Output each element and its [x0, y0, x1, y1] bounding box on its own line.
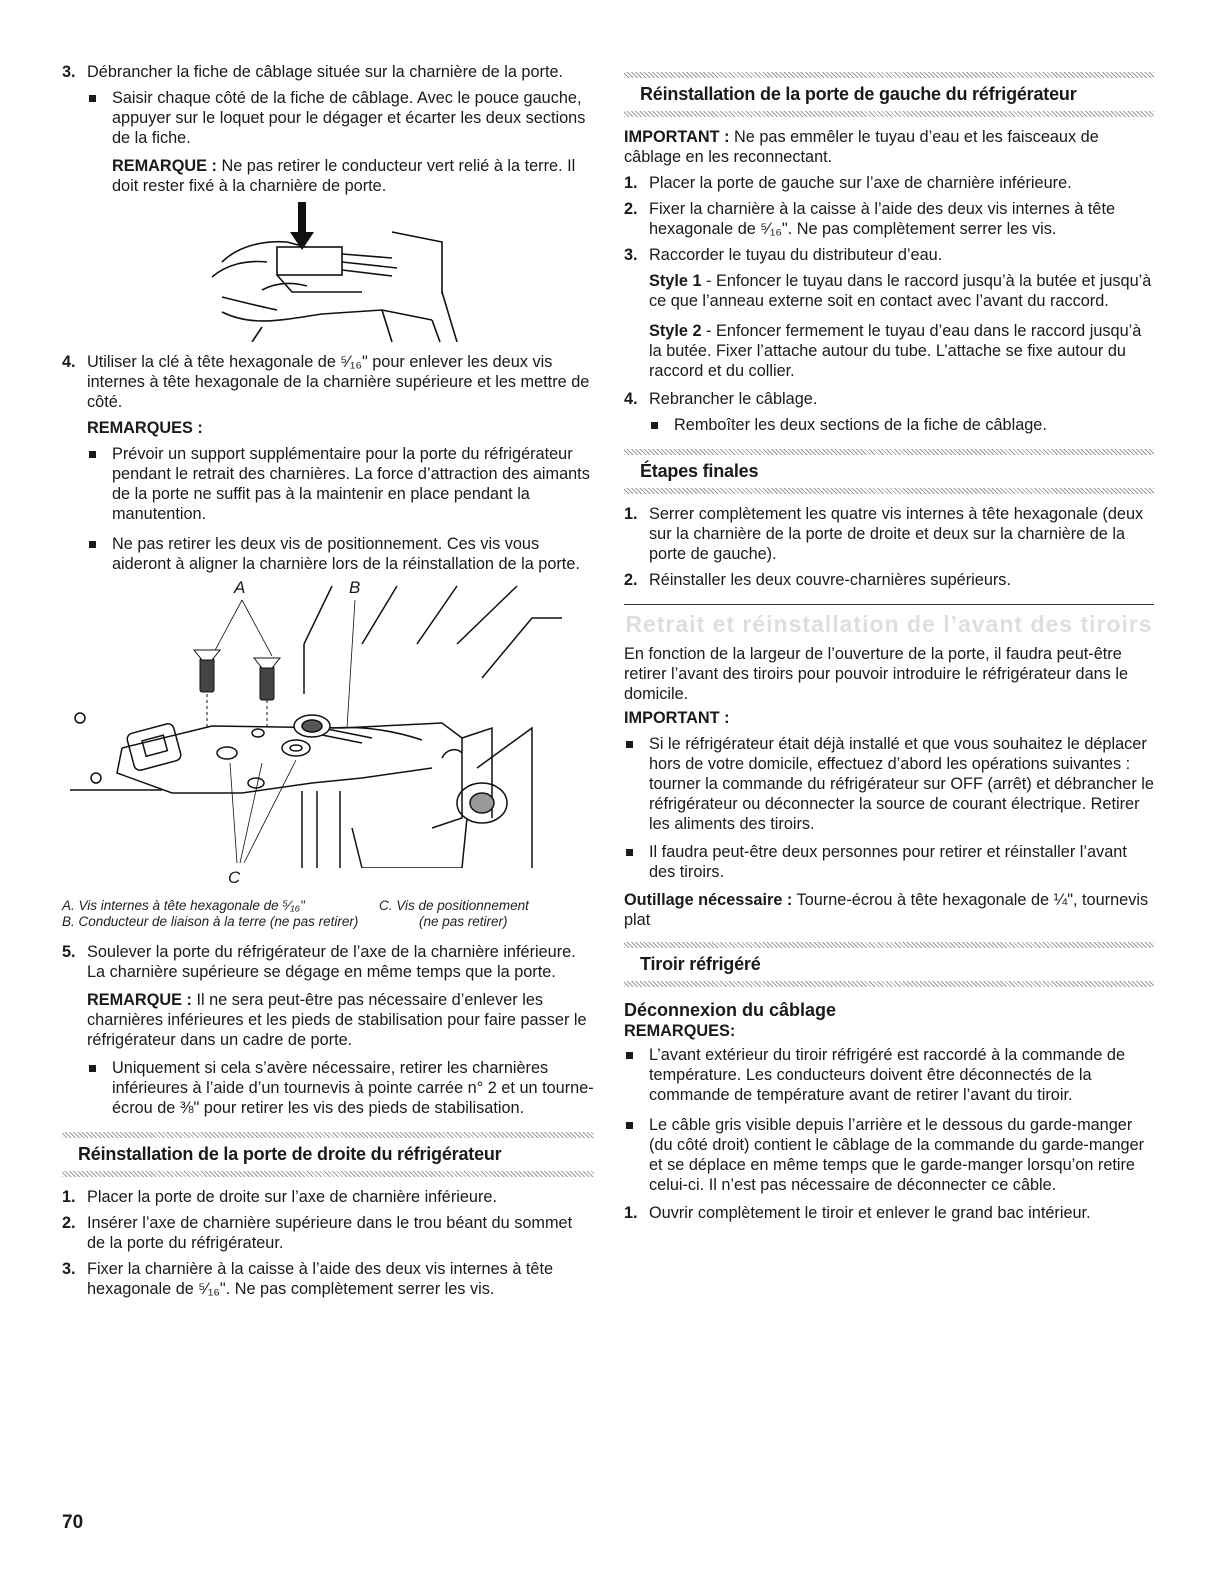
- important-note: IMPORTANT : Ne pas emmêler le tuyau d’eau et les faisceaux de câblage en les reconnectant.: [624, 128, 1099, 166]
- step-3: 3. Débrancher la fiche de câblage située sur la charnière de la porte.: [62, 63, 564, 81]
- section-heading: Étapes finales: [640, 461, 759, 481]
- caption-a: A. Vis internes à tête hexagonale de ⁵⁄₁₆": [62, 898, 305, 913]
- subsection-heading: Déconnexion du câblage: [624, 1000, 837, 1020]
- label-c: C: [228, 868, 241, 887]
- step-3: 3. Raccorder le tuyau du distributeur d’eau.: [624, 246, 943, 264]
- step-2: 2. Insérer l’axe de charnière supérieure dans le trou béant du sommet de la porte du réfrigérateur.: [62, 1214, 573, 1252]
- bullet: Uniquement si cela s’avère nécessaire, retirer les charnières inférieures à l’aide d’un tournevis à pointe carrée n° 2 et un tourne-écrou de ⅜" pour retirer les vis des pieds de stabilisation.: [87, 1058, 594, 1118]
- step-3: 3. Fixer la charnière à la caisse à l’aide des deux vis internes à tête hexagonale de ⁵⁄₁₆". Ne pas complètement serrer les vis.: [62, 1260, 554, 1298]
- style-1: Style 1 - Enfoncer le tuyau dans le raccord jusqu’à la butée et jusqu’à ce que l’anneau externe soit en contact avec l’avant du raccord.: [649, 272, 1152, 310]
- section-heading: Réinstallation de la porte de droite du réfrigérateur: [78, 1144, 502, 1164]
- caption-b: B. Conducteur de liaison à la terre (ne pas retirer): [62, 914, 359, 929]
- bullet: Prévoir un support supplémentaire pour la porte du réfrigérateur pendant le retrait des charnières. La force d’attraction des aimants de la porte ne suffit pas à la maintenir en place pendant la manutention.: [87, 444, 594, 524]
- intro-text: En fonction de la largeur de l’ouverture de la porte, il faudra peut-être retirer l’avant des tiroirs pour pouvoir introduire le réfrigérateur dans le domicile.: [624, 645, 1129, 703]
- wiring-plug-illustration: [62, 202, 594, 342]
- right-column: [624, 72, 1154, 1223]
- style-2: Style 2 - Enfoncer fermement le tuyau d’eau dans le raccord jusqu’à la butée. Fixer l’attache autour du tube. L’attache se fixe autour du raccord et du collier.: [649, 322, 1142, 380]
- step-2: 2. Fixer la charnière à la caisse à l’aide des deux vis internes à tête hexagonale de ⁵⁄₁₆". Ne pas complètement serrer les vis.: [624, 200, 1116, 238]
- step-1: 1. Ouvrir complètement le tiroir et enlever le grand bac intérieur.: [624, 1204, 1091, 1222]
- note: REMARQUE : Il ne sera peut-être pas nécessaire d’enlever les charnières inférieures et les pieds de stabilisation pour faire passer le réfrigérateur dans un cadre de porte.: [87, 991, 587, 1049]
- important-heading: IMPORTANT :: [624, 709, 730, 727]
- step-4: 4. Rebrancher le câblage.: [624, 390, 818, 408]
- left-column: [62, 62, 594, 1299]
- step-5: 5. Soulever la porte du réfrigérateur de l’axe de la charnière inférieure. La charnière supérieure se dégage en même temps que la porte.: [62, 943, 576, 981]
- step-1: 1. Placer la porte de gauche sur l’axe de charnière inférieure.: [624, 174, 1072, 192]
- note: REMARQUE : Ne pas retirer le conducteur vert relié à la terre. Il doit rester fixé à la charnière de porte.: [112, 157, 576, 195]
- bullet: Il faudra peut-être deux personnes pour retirer et réinstaller l’avant des tiroirs.: [624, 842, 1154, 882]
- step-1: 1. Serrer complètement les quatre vis internes à tête hexagonale (deux sur la charnière de la porte de droite et deux sur la charnière de la porte de gauche).: [624, 505, 1144, 563]
- label-a: A: [234, 578, 246, 597]
- step-1: 1. Placer la porte de droite sur l’axe de charnière inférieure.: [62, 1188, 497, 1206]
- step-4: 4. Utiliser la clé à tête hexagonale de ⁵⁄₁₆" pour enlever les deux vis internes à tête hexagonale de la charnière supérieure et les mettre de côté.: [62, 353, 590, 411]
- tools-needed: Outillage nécessaire : Tourne-écrou à tête hexagonale de ¼", tournevis plat: [624, 891, 1149, 929]
- caption-c: C. Vis de positionnement: [379, 898, 529, 913]
- section-heading: Réinstallation de la porte de gauche du réfrigérateur: [640, 84, 1077, 104]
- bullet: Saisir chaque côté de la fiche de câblage. Avec le pouce gauche, appuyer sur le loquet pour le dégager et écarter les deux sections de la fiche.: [87, 88, 594, 148]
- bullet: L’avant extérieur du tiroir réfrigéré est raccordé à la commande de température. Les conducteurs doivent être déconnectés de la commande de température avant de retirer l’avant du tiroir.: [624, 1045, 1154, 1105]
- caption-c-note: (ne pas retirer): [419, 914, 508, 929]
- bullet: Le câble gris visible depuis l’arrière et le dessous du garde-manger (du côté droit) contient le câblage de la commande du garde-manger et se déplace en même temps que le garde-manger lorsqu’on retire celui-ci. Il n’est pas nécessaire de déconnecter ce câble.: [624, 1115, 1154, 1195]
- page-number: 70: [62, 1512, 84, 1533]
- bullet: Si le réfrigérateur était déjà installé et que vous souhaitez le déplacer hors de votre domicile, effectuez d’abord les opérations suivantes : tourner la commande du réfrigérateur sur OFF (arrêt) et débrancher le réfrigérateur ou déconnecter la source de courant électrique. Retirer les aliments des tiroirs.: [624, 734, 1154, 834]
- bullet: Ne pas retirer les deux vis de positionnement. Ces vis vous aideront à aligner la charnière lors de la réinstallation de la porte.: [87, 534, 594, 574]
- remarques-heading: REMARQUES :: [87, 419, 203, 437]
- label-b: B: [349, 578, 361, 597]
- chapter-heading: Retrait et réinstallation de l’avant des tiroirs: [624, 604, 1154, 638]
- bullet: Remboîter les deux sections de la fiche de câblage.: [649, 415, 1154, 435]
- section-heading: Tiroir réfrigéré: [640, 954, 761, 974]
- remarques-heading: REMARQUES:: [624, 1022, 736, 1040]
- step-2: 2. Réinstaller les deux couvre-charnières supérieurs.: [624, 571, 1011, 589]
- hinge-illustration: [62, 578, 594, 896]
